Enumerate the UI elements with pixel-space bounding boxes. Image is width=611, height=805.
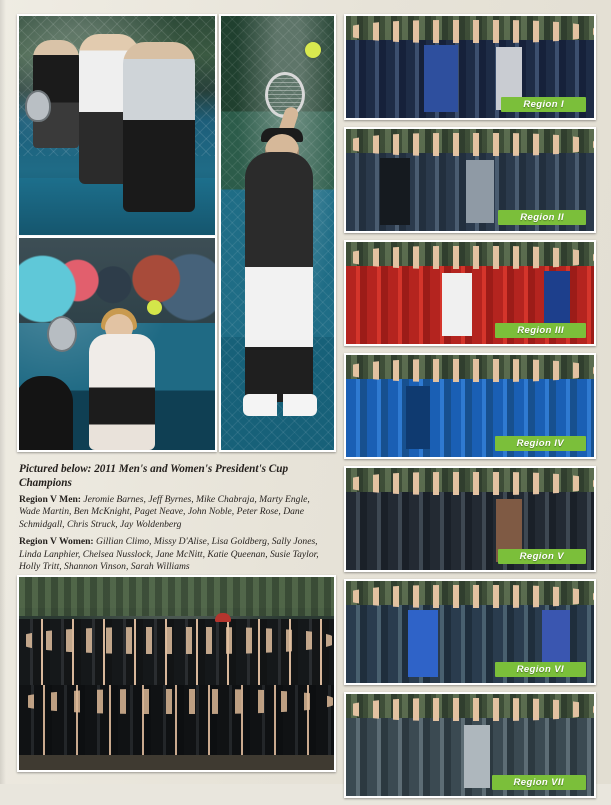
womens-roster	[19, 536, 331, 573]
paddle-doubles-photo-content	[19, 16, 215, 235]
team-front-row-faces	[19, 689, 334, 714]
team-faces	[346, 20, 594, 42]
player-body	[245, 152, 313, 402]
paddle-icon	[25, 90, 51, 122]
region-label: Region V	[498, 549, 586, 564]
server-photo-content	[221, 16, 334, 450]
team-jacket-accent	[466, 160, 494, 223]
ground	[19, 755, 334, 770]
team-faces	[346, 698, 594, 720]
team-jacket-accent	[408, 610, 438, 677]
paddle-icon	[47, 316, 77, 352]
caption-title: Pictured below: 2011 Men's and Women's President's Cup Champions	[19, 463, 289, 489]
woman-hitting-photo-content	[19, 238, 215, 450]
region-photo-column	[344, 14, 596, 805]
team-jacket-accent	[464, 725, 490, 788]
page-left-edge-shadow	[0, 0, 6, 784]
team-faces	[346, 472, 594, 494]
region-label: Region IV	[495, 436, 586, 451]
champions-team-photo-content	[19, 577, 334, 770]
team-faces	[346, 133, 594, 155]
region-photo-card	[344, 14, 596, 120]
player-figure	[123, 42, 195, 212]
region-label: Region VI	[495, 662, 586, 677]
womens-roster-names: Gillian Climo, Missy D'Alise, Lisa Goldberg, Sally Jones, Linda Lanphier, Chelsea Nusslock, Jane McNitt, Katie Queenan, Susie Taylor, Holly Tritt, Shannon Vinson, Sarah Williams	[19, 536, 319, 573]
womens-roster-label: Region V Women:	[19, 536, 94, 548]
mens-roster-names: Jeromie Barnes, Jeff Byrnes, Mike Chabraja, Marty Engle, Wade Martin, Ben McKnight, Paget Neave, John Noble, Peter Rose, Dane Schmidgall, Chris Struck, Jay Woldenberg	[19, 494, 310, 530]
region-photo-card	[344, 692, 596, 798]
foreground-silhouette	[17, 376, 73, 450]
mens-roster	[19, 494, 331, 531]
ball-icon	[305, 42, 321, 58]
region-label: Region III	[495, 323, 586, 338]
ball-icon	[147, 300, 162, 315]
player-shoes	[243, 394, 317, 416]
caption-block	[19, 462, 331, 578]
region-photo-card	[344, 240, 596, 346]
team-jacket-accent	[380, 158, 410, 225]
mens-roster-label: Region V Men:	[19, 494, 82, 505]
region-photo-card	[344, 466, 596, 572]
region-photo-card	[344, 353, 596, 459]
region-label: Region I	[501, 97, 586, 112]
region-photo-card	[344, 127, 596, 233]
team-faces	[346, 585, 594, 607]
region-label: Region II	[498, 210, 586, 225]
paddle-doubles-photo	[17, 14, 217, 237]
woman-hitting-photo	[17, 236, 217, 452]
treeline	[19, 577, 334, 616]
team-jacket-accent	[442, 273, 472, 336]
team-faces	[346, 246, 594, 268]
champions-team-photo	[17, 575, 336, 772]
team-jacket-accent	[406, 386, 430, 449]
region-label: Region VII	[492, 775, 586, 790]
player-body	[89, 334, 155, 450]
server-photo	[219, 14, 336, 452]
team-back-row-faces	[19, 627, 334, 654]
red-cap-icon	[215, 613, 231, 622]
team-jacket-accent	[424, 45, 458, 112]
team-faces	[346, 359, 594, 381]
region-photo-card	[344, 579, 596, 685]
